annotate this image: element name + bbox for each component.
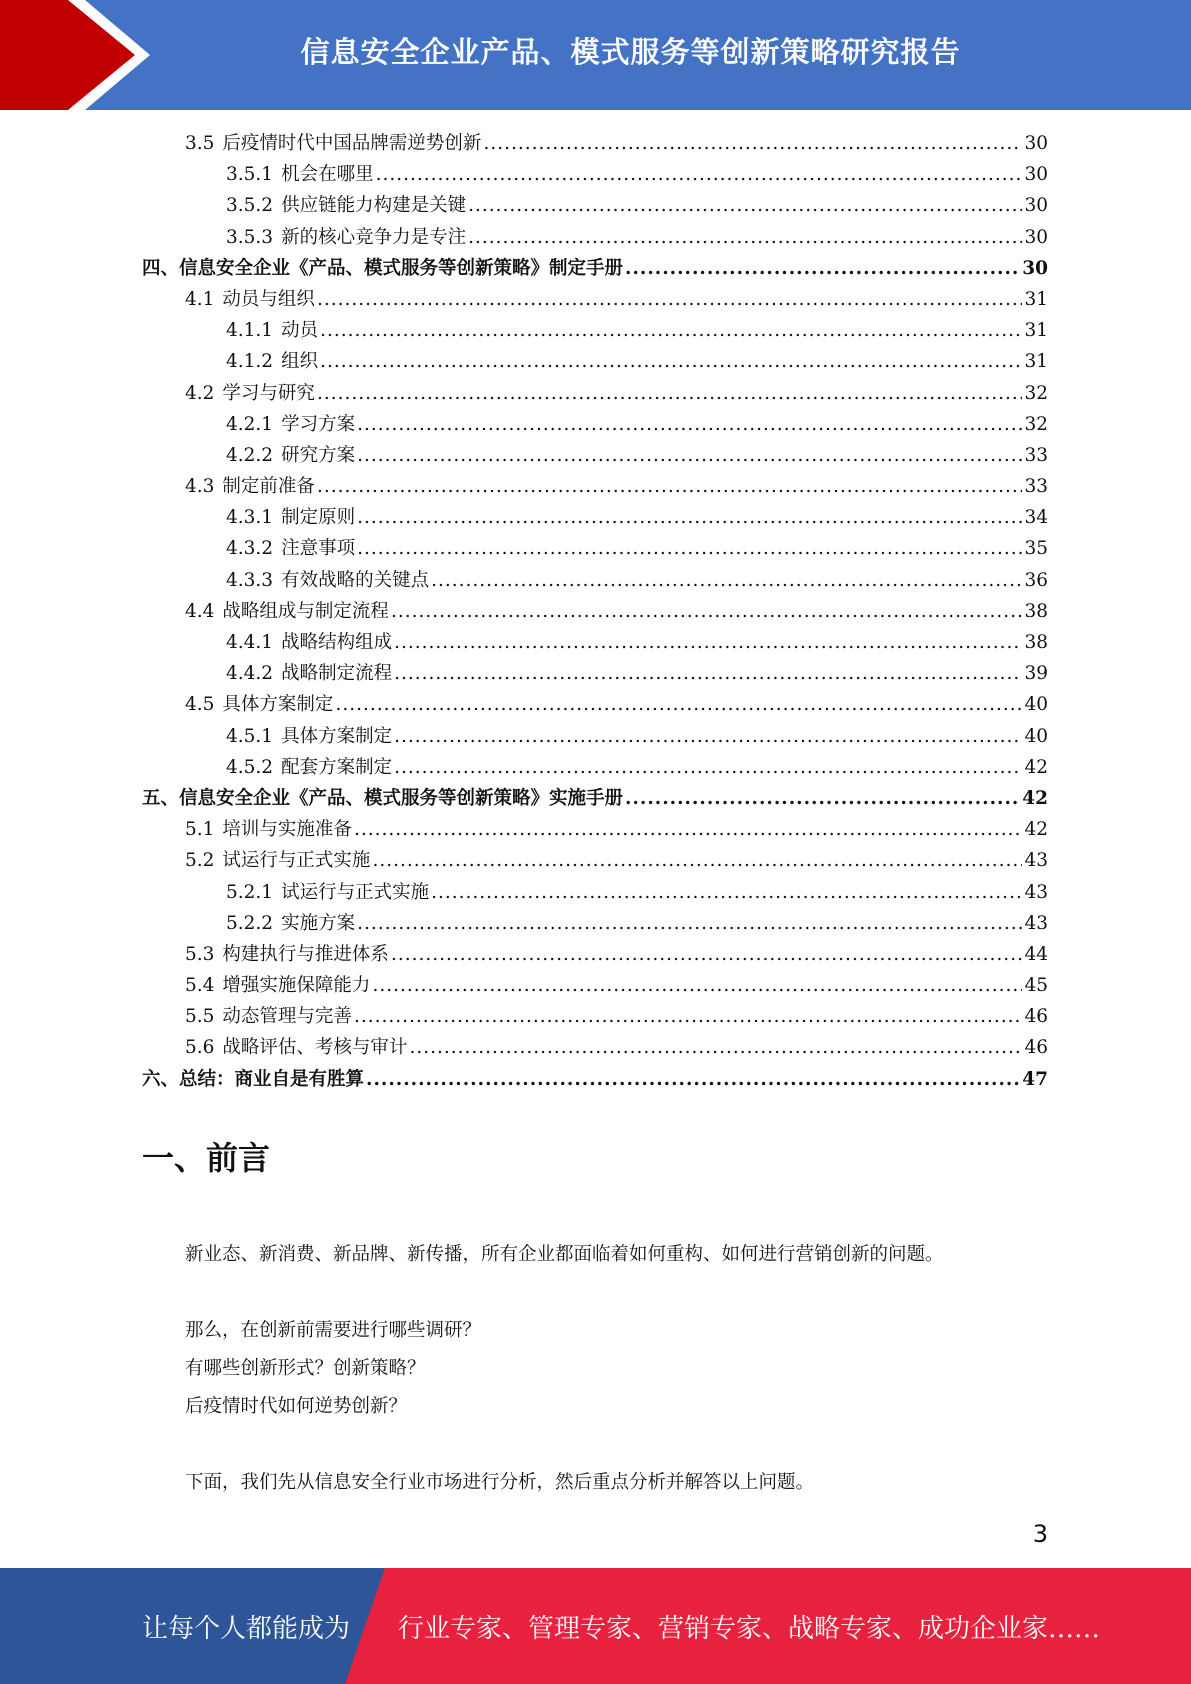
- toc-entry-page: 31: [1024, 351, 1048, 373]
- toc-entry-number: 4.1.1: [226, 320, 274, 342]
- toc-entry-page: 42: [1024, 756, 1048, 778]
- toc-entry-number: 4.1: [185, 288, 215, 310]
- toc-entry-page: 46: [1024, 1037, 1048, 1059]
- toc-entry-number: 5.4: [185, 975, 215, 997]
- toc-entry-page: 40: [1024, 694, 1048, 716]
- toc-entry-page: 43: [1024, 881, 1048, 903]
- paragraph: 那么，在创新前需要进行哪些调研？: [185, 1320, 482, 1341]
- toc-entry-title: 研究方案: [281, 444, 356, 466]
- toc-dot-leader: [483, 128, 1022, 159]
- toc-entry-title: 增强实施保障能力: [222, 975, 371, 997]
- toc-dot-leader: [625, 253, 1020, 284]
- toc-entry[interactable]: [142, 159, 1048, 190]
- table-of-contents: [142, 128, 1048, 1095]
- toc-entry-number: 5.2.2: [226, 912, 274, 934]
- toc-entry-number: 4.2.2: [226, 444, 274, 466]
- toc-dot-leader: [317, 471, 1023, 502]
- toc-entry[interactable]: [142, 253, 1048, 284]
- toc-dot-leader: [625, 783, 1020, 814]
- toc-entry-page: 31: [1024, 288, 1048, 310]
- toc-dot-leader: [357, 440, 1022, 471]
- toc-entry[interactable]: [142, 627, 1048, 658]
- toc-entry[interactable]: [142, 378, 1048, 409]
- toc-entry[interactable]: [142, 845, 1048, 876]
- toc-entry-number: 4.5.2: [226, 756, 274, 778]
- toc-entry-number: 4.2.1: [226, 413, 274, 435]
- toc-entry[interactable]: [142, 721, 1048, 752]
- toc-entry-number: 3.5.1: [226, 164, 274, 186]
- toc-dot-leader: [409, 1032, 1022, 1063]
- toc-entry-number: 3.5: [185, 133, 215, 154]
- toc-entry-page: 42: [1024, 819, 1048, 841]
- toc-entry[interactable]: [142, 409, 1048, 440]
- toc-entry-title: 制定前准备: [222, 476, 315, 498]
- page-number: 3: [1032, 1520, 1048, 1548]
- toc-entry-title: 配套方案制定: [281, 756, 393, 778]
- toc-entry[interactable]: [142, 284, 1048, 315]
- toc-entry[interactable]: [142, 533, 1048, 564]
- paragraph: 下面，我们先从信息安全行业市场进行分析，然后重点分析并解答以上问题。: [185, 1472, 815, 1493]
- toc-entry-number: 4.4.1: [226, 632, 274, 653]
- toc-entry-number: 4.4.2: [226, 663, 274, 685]
- toc-entry-title: 战略制定流程: [281, 663, 393, 685]
- toc-entry-page: 38: [1024, 600, 1048, 622]
- toc-dot-leader: [317, 284, 1023, 315]
- footer-slogan-right: 行业专家、管理专家、营销专家、战略专家、成功企业家……: [398, 1614, 1101, 1644]
- toc-entry-title: 战略结构组成: [281, 632, 393, 653]
- toc-entry-title: 培训与实施准备: [222, 819, 352, 841]
- toc-entry[interactable]: [142, 471, 1048, 502]
- toc-entry-number: 4.2: [185, 382, 215, 404]
- toc-entry-page: 43: [1024, 850, 1048, 872]
- toc-entry-page: 40: [1024, 725, 1048, 747]
- toc-entry-title: 具体方案制定: [281, 725, 393, 747]
- toc-dot-leader: [372, 970, 1022, 1001]
- page-header: [0, 0, 1191, 110]
- toc-entry-page: 33: [1024, 476, 1048, 498]
- toc-entry-page: 42: [1022, 787, 1048, 809]
- toc-dot-leader: [394, 658, 1022, 689]
- toc-entry[interactable]: [142, 1032, 1048, 1063]
- toc-entry-number: 4.3.2: [226, 538, 274, 560]
- toc-entry[interactable]: [142, 908, 1048, 939]
- toc-entry-number: 5.6: [185, 1037, 215, 1059]
- toc-entry-title: 学习与研究: [222, 382, 315, 404]
- toc-entry-title: 后疫情时代中国品牌需逆势创新: [222, 133, 482, 154]
- toc-dot-leader: [320, 346, 1022, 377]
- toc-entry-title: 动员与组织: [222, 288, 315, 310]
- toc-entry-number: 4.3.1: [226, 507, 274, 529]
- toc-entry-number: 4.5: [185, 694, 215, 716]
- toc-entry[interactable]: [142, 596, 1048, 627]
- paragraph: 有哪些创新形式？创新策略？: [185, 1358, 426, 1379]
- toc-dot-leader: [317, 378, 1023, 409]
- toc-entry-page: 44: [1024, 943, 1048, 965]
- toc-entry-number: 5.2.1: [226, 881, 274, 903]
- toc-dot-leader: [468, 222, 1022, 253]
- header-chevron-red: [0, 0, 135, 110]
- toc-entry-title: 战略评估、考核与审计: [222, 1037, 408, 1059]
- toc-entry-number: 4.4: [185, 600, 215, 622]
- toc-entry-title: 动员: [281, 320, 319, 342]
- toc-entry-number: 5.5: [185, 1006, 215, 1028]
- toc-dot-leader: [394, 627, 1022, 658]
- toc-entry-number: 5.1: [185, 819, 215, 841]
- toc-entry[interactable]: [142, 565, 1048, 596]
- toc-dot-leader: [354, 1001, 1023, 1032]
- toc-entry-page: 46: [1024, 1006, 1048, 1028]
- toc-entry[interactable]: [142, 877, 1048, 908]
- toc-entry-title: 构建执行与推进体系: [222, 943, 389, 965]
- report-title: 信息安全企业产品、模式服务等创新策略研究报告: [300, 35, 961, 69]
- toc-dot-leader: [372, 845, 1022, 876]
- toc-entry-title: 试运行与正式实施: [281, 881, 430, 903]
- toc-entry[interactable]: [142, 752, 1048, 783]
- toc-entry-page: 47: [1022, 1068, 1048, 1090]
- toc-entry-page: 33: [1024, 444, 1048, 466]
- toc-dot-leader: [391, 596, 1023, 627]
- toc-entry[interactable]: [142, 440, 1048, 471]
- toc-entry-title: 五、信息安全企业《产品、模式服务等创新策略》实施手册: [142, 787, 624, 809]
- toc-entry-title: 有效战略的关键点: [281, 569, 430, 591]
- toc-entry-title: 六、总结：商业自是有胜算: [142, 1068, 365, 1090]
- toc-entry-page: 36: [1024, 569, 1048, 591]
- toc-entry[interactable]: [142, 190, 1048, 221]
- footer-slogan-left: 让每个人都能成为: [142, 1614, 351, 1644]
- toc-entry-page: 45: [1024, 975, 1048, 997]
- toc-dot-leader: [394, 721, 1022, 752]
- toc-entry-title: 动态管理与完善: [222, 1006, 352, 1028]
- toc-entry-number: 4.3: [185, 476, 215, 498]
- toc-entry-page: 32: [1024, 382, 1048, 404]
- toc-entry-number: 3.5.2: [226, 195, 274, 217]
- toc-entry-title: 学习方案: [281, 413, 356, 435]
- toc-dot-leader: [320, 315, 1022, 346]
- toc-dot-leader: [357, 533, 1022, 564]
- toc-entry-title: 实施方案: [281, 912, 356, 934]
- toc-entry-title: 四、信息安全企业《产品、模式服务等创新策略》制定手册: [142, 257, 624, 279]
- toc-dot-leader: [431, 877, 1022, 908]
- paragraph: 后疫情时代如何逆势创新？: [185, 1396, 408, 1417]
- paragraph: 新业态、新消费、新品牌、新传播，所有企业都面临着如何重构、如何进行营销创新的问题。: [185, 1244, 944, 1265]
- toc-entry[interactable]: [142, 783, 1048, 814]
- toc-entry[interactable]: [142, 939, 1048, 970]
- toc-entry-page: 39: [1024, 663, 1048, 685]
- toc-entry-number: 4.1.2: [226, 351, 274, 373]
- toc-dot-leader: [354, 814, 1023, 845]
- toc-entry-page: 30: [1024, 164, 1048, 186]
- page-footer: [0, 1568, 1191, 1684]
- toc-entry-page: 30: [1024, 226, 1048, 248]
- toc-dot-leader: [431, 565, 1022, 596]
- toc-entry-number: 5.3: [185, 943, 215, 965]
- toc-entry-title: 组织: [281, 351, 319, 373]
- toc-entry-title: 试运行与正式实施: [222, 850, 371, 872]
- toc-dot-leader: [357, 409, 1022, 440]
- toc-entry-title: 注意事项: [281, 538, 356, 560]
- toc-entry[interactable]: [142, 346, 1048, 377]
- toc-entry-page: 32: [1024, 413, 1048, 435]
- toc-entry-number: 4.5.1: [226, 725, 274, 747]
- toc-entry[interactable]: [142, 128, 1048, 159]
- toc-entry-title: 战略组成与制定流程: [222, 600, 389, 622]
- toc-entry[interactable]: [142, 222, 1048, 253]
- toc-entry-page: 35: [1024, 538, 1048, 560]
- toc-entry[interactable]: [142, 814, 1048, 845]
- toc-entry-title: 供应链能力构建是关键: [281, 195, 467, 217]
- toc-entry-page: 30: [1024, 195, 1048, 217]
- toc-entry[interactable]: [142, 1064, 1048, 1095]
- toc-entry-page: 43: [1024, 912, 1048, 934]
- toc-dot-leader: [394, 752, 1022, 783]
- toc-dot-leader: [391, 939, 1023, 970]
- toc-entry-page: 30: [1024, 133, 1048, 154]
- toc-dot-leader: [357, 908, 1022, 939]
- toc-entry[interactable]: [142, 658, 1048, 689]
- toc-entry[interactable]: [142, 1001, 1048, 1032]
- toc-entry-title: 机会在哪里: [281, 164, 374, 186]
- toc-entry-title: 新的核心竞争力是专注: [281, 226, 467, 248]
- toc-entry-number: 3.5.3: [226, 226, 274, 248]
- toc-dot-leader: [366, 1064, 1020, 1095]
- toc-entry-number: 5.2: [185, 850, 215, 872]
- toc-entry-number: 4.3.3: [226, 569, 274, 591]
- toc-dot-leader: [468, 190, 1022, 221]
- toc-entry-page: 34: [1024, 507, 1048, 529]
- toc-entry-page: 31: [1024, 320, 1048, 342]
- toc-entry[interactable]: [142, 502, 1048, 533]
- toc-entry-page: 30: [1022, 257, 1048, 279]
- toc-dot-leader: [335, 689, 1022, 720]
- toc-dot-leader: [357, 502, 1022, 533]
- toc-entry[interactable]: [142, 689, 1048, 720]
- section-heading: 一、前言: [142, 1139, 271, 1177]
- toc-entry[interactable]: [142, 315, 1048, 346]
- toc-dot-leader: [376, 159, 1023, 190]
- toc-entry-title: 具体方案制定: [222, 694, 334, 716]
- toc-entry-title: 制定原则: [281, 507, 356, 529]
- toc-entry[interactable]: [142, 970, 1048, 1001]
- toc-entry-page: 38: [1024, 632, 1048, 653]
